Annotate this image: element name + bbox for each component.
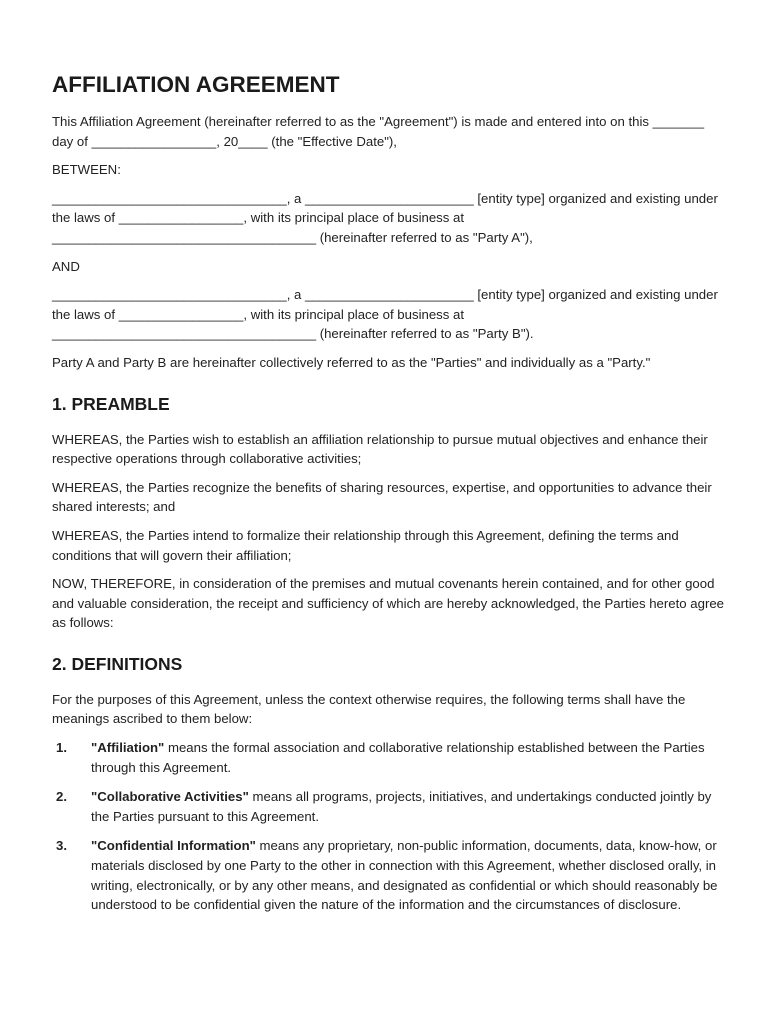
party-a-paragraph: ________________________________, a _______________________ [entity type] organized and existing under the laws of _________________, with its principal place of business at ____________________________________ (hereinafter referred to as "Party A"),: [52, 190, 722, 245]
between-label: BETWEEN:: [52, 162, 121, 178]
and-label: AND: [52, 258, 80, 274]
definition-body: [91, 787, 724, 826]
parties-note-paragraph: Party A and Party B are hereinafter collectively referred to as the "Parties" and individually as a "Party.": [52, 354, 651, 370]
definition-text: means any proprietary, non-public information, documents, data, know-how, or materials disclosed by one Party to the other in connection with this Agreement, whether disclosed orally, in writing, electronically, or by any other means, and designated as confidential or which should reasonably be understood to be confidential given the nature of the information and the circumstances of disclosure.: [91, 838, 718, 913]
preamble-heading: 1. PREAMBLE: [52, 393, 170, 414]
definition-body: [91, 738, 724, 777]
party-b-paragraph: ________________________________, a _______________________ [entity type] organized and existing under the laws of _________________, with its principal place of business at ____________________________________ (hereinafter referred to as "Party B").: [52, 287, 722, 342]
definition-number: 3.: [56, 838, 67, 854]
definition-term: "Affiliation": [91, 740, 165, 756]
definitions-heading: 2. DEFINITIONS: [52, 653, 183, 674]
definitions-intro: For the purposes of this Agreement, unless the context otherwise requires, the following terms shall have the meanings ascribed to them below:: [52, 691, 690, 727]
definition-number: 2.: [56, 789, 67, 805]
preamble-paragraph-1: WHEREAS, the Parties wish to establish an affiliation relationship to pursue mutual objectives and enhance their respective operations through collaborative activities;: [52, 431, 712, 467]
definition-text: means all programs, projects, initiatives, and undertakings conducted jointly by the Parties pursuant to this Agreement.: [91, 789, 712, 824]
intro-paragraph: This Affiliation Agreement (hereinafter referred to as the "Agreement") is made and entered into on this _______ day of _________________, 20____ (the "Effective Date"),: [52, 114, 708, 149]
definition-item: [52, 787, 724, 826]
preamble-paragraph-4: NOW, THEREFORE, in consideration of the premises and mutual covenants herein contained, and for other good and valuable consideration, the receipt and sufficiency of which are hereby acknowledged, the Parties hereto agree as follows:: [52, 576, 728, 631]
definition-term: "Collaborative Activities": [91, 789, 249, 805]
document-page: [52, 70, 728, 925]
preamble-paragraph-3: WHEREAS, the Parties intend to formalize their relationship through this Agreement, defining the terms and conditions that will govern their affiliation;: [52, 527, 683, 563]
definition-item: [52, 836, 724, 914]
definition-number: 1.: [56, 740, 67, 756]
definition-body: [91, 836, 724, 914]
definitions-list: [52, 738, 724, 915]
preamble-paragraph-2: WHEREAS, the Parties recognize the benefits of sharing resources, expertise, and opportunities to advance their shared interests; and: [52, 479, 716, 515]
definition-term: "Confidential Information": [91, 838, 256, 854]
document-title: AFFILIATION AGREEMENT: [52, 72, 340, 97]
definition-text: means the formal association and collaborative relationship established between the Parties through this Agreement.: [91, 740, 705, 775]
definition-item: [52, 738, 724, 777]
